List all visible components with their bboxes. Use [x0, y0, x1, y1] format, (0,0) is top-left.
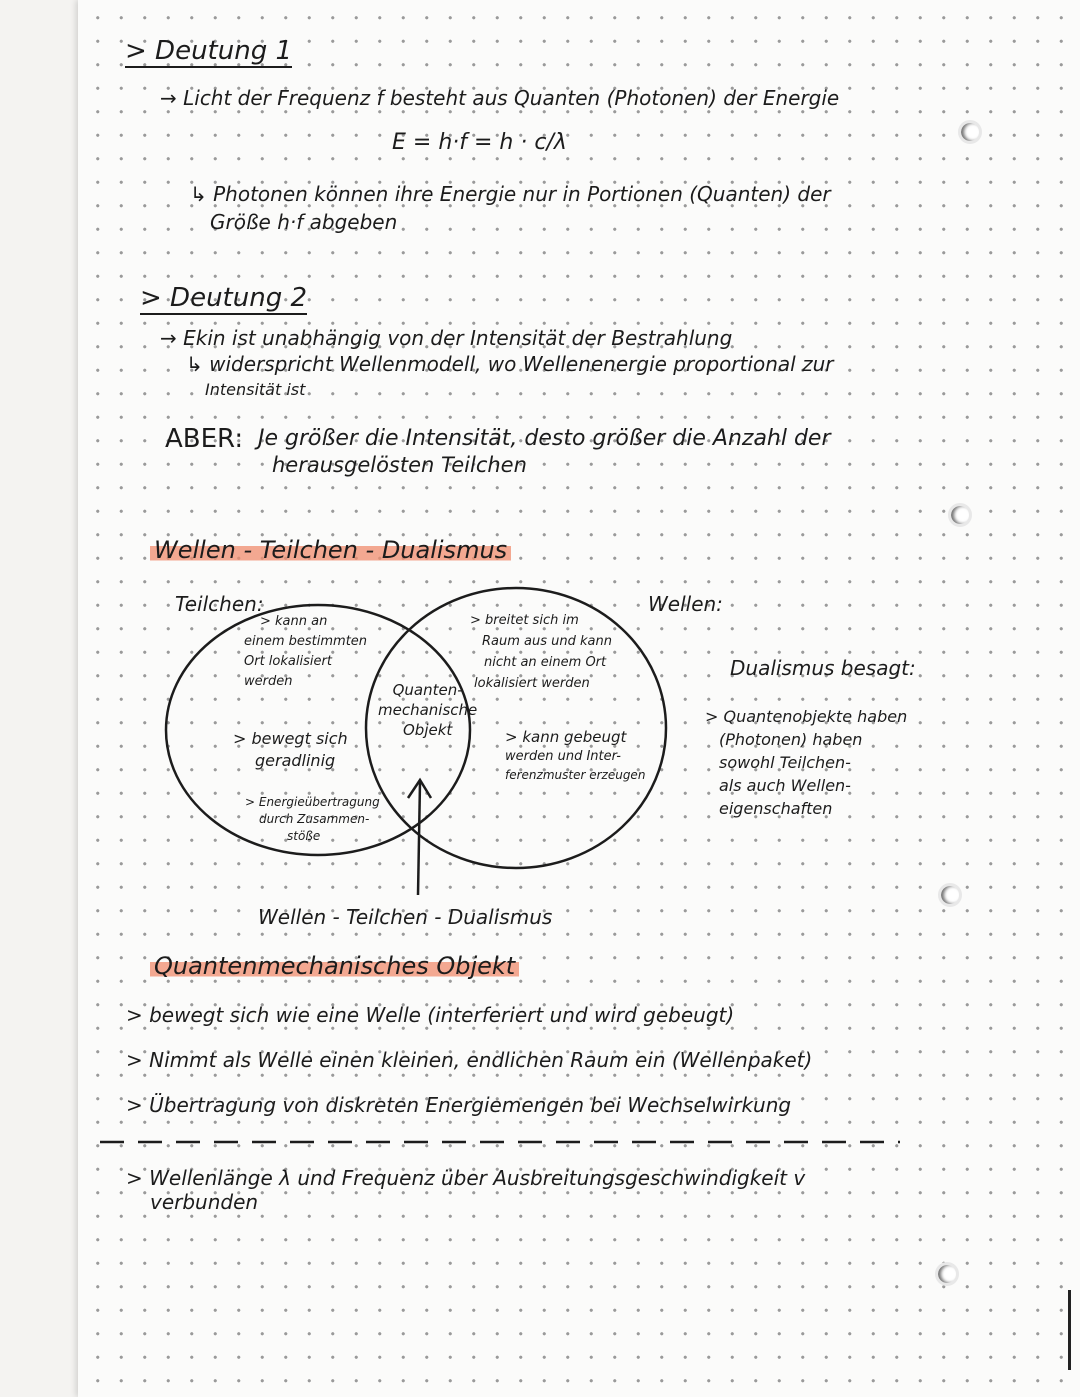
deutung1-line3: Größe h·f abgeben: [210, 210, 398, 234]
besagt-line-3: sowohl Teilchen-: [719, 753, 851, 772]
page-edge-mark: [1068, 1290, 1071, 1370]
wellen-label: Wellen:: [648, 592, 723, 616]
venn-right-1-a: > breitet sich im: [470, 613, 579, 628]
venn-left-text-2: [233, 728, 348, 772]
venn-center-b: mechanische: [378, 701, 478, 719]
venn-left-1-b: einem bestimmten: [244, 634, 368, 649]
dualismus-title: [150, 536, 511, 564]
venn-center-a: Quanten-: [392, 681, 463, 699]
venn-left-3-a: > Energieübertragung: [245, 795, 380, 809]
besagt-line-5: eigenschaften: [719, 799, 833, 818]
venn-right-2-b: werden und Inter-: [505, 749, 621, 764]
venn-right-2-c: ferenzmuster erzeugen: [505, 768, 646, 782]
deutung1-line2: ↳ Photonen können ihre Energie nur in Portionen (Quanten) der: [190, 182, 831, 206]
aber-line2: herausgelösten Teilchen: [272, 453, 527, 477]
deutung2-line3: Intensität ist: [205, 380, 306, 399]
quantenobjekt-last-line1: > Wellenlänge λ und Frequenz über Ausbreitungsgeschwindigkeit v: [126, 1166, 806, 1190]
besagt-lines: [705, 705, 907, 820]
quantenobjekt-title: [150, 952, 519, 980]
aber-line1: Je größer die Intensität, desto größer die Anzahl der: [258, 426, 831, 451]
venn-left-3-c: stöße: [287, 829, 321, 843]
punch-hole: [958, 120, 982, 144]
besagt-title: Dualismus besagt:: [730, 656, 916, 680]
punch-hole: [948, 503, 972, 527]
aber-label: ABER:: [165, 424, 244, 454]
deutung1-heading: [125, 36, 292, 66]
venn-right-text-2: [505, 728, 645, 785]
deutung2-heading: [140, 283, 307, 313]
venn-left-1-a: > kann an: [260, 614, 328, 629]
venn-right-1-c: nicht an einem Ort: [484, 655, 607, 670]
dualismus-title-text: Wellen - Teilchen - Dualismus: [150, 536, 511, 564]
quantenobjekt-item-3: > Übertragung von diskreten Energiemengen bei Wechselwirkung: [126, 1093, 792, 1117]
besagt-line-2: (Photonen) haben: [719, 730, 863, 749]
quantenobjekt-title-text: Quantenmechanisches Objekt: [150, 952, 519, 980]
venn-left-2-b: geradlinig: [255, 751, 336, 770]
venn-left-3-b: durch Zusammen-: [259, 812, 370, 826]
venn-right-2-a: > kann gebeugt: [505, 728, 627, 746]
punch-hole: [938, 883, 962, 907]
venn-center-text: [378, 680, 477, 740]
besagt-line-4: als auch Wellen-: [719, 776, 851, 795]
quantenobjekt-last-line2: verbunden: [150, 1190, 259, 1214]
punch-hole: [935, 1262, 959, 1286]
venn-left-text-1: [244, 612, 367, 692]
deutung2-line1: → Ekin ist unabhängig von der Intensität der Bestrahlung: [160, 326, 733, 350]
venn-left-text-3: [245, 794, 380, 845]
deutung1-formula: E = h·f = h · c/λ: [392, 130, 567, 155]
deutung1-heading-text: > Deutung 1: [125, 36, 293, 66]
venn-right-1-d: lokalisiert werden: [474, 676, 590, 691]
venn-arrow-label: Wellen - Teilchen - Dualismus: [258, 905, 553, 929]
quantenobjekt-item-1: > bewegt sich wie eine Welle (interferiert und wird gebeugt): [126, 1003, 735, 1027]
venn-left-1-d: werden: [244, 674, 293, 689]
venn-left-2-a: > bewegt sich: [233, 729, 348, 748]
besagt-line-1: > Quantenobjekte haben: [705, 707, 908, 726]
teilchen-label: Teilchen:: [175, 592, 264, 616]
deutung1-line1: → Licht der Frequenz f besteht aus Quanten (Photonen) der Energie: [160, 86, 840, 110]
quantenobjekt-item-2: > Nimmt als Welle einen kleinen, endlichen Raum ein (Wellenpaket): [126, 1048, 813, 1072]
deutung2-line2: ↳ widerspricht Wellenmodell, wo Wellenenergie proportional zur: [186, 352, 834, 376]
venn-center-c: Objekt: [402, 721, 453, 739]
venn-right-text-1: [470, 610, 612, 694]
venn-right-1-b: Raum aus und kann: [482, 634, 612, 649]
venn-left-1-c: Ort lokalisiert: [244, 654, 332, 669]
deutung2-heading-text: > Deutung 2: [140, 283, 308, 313]
